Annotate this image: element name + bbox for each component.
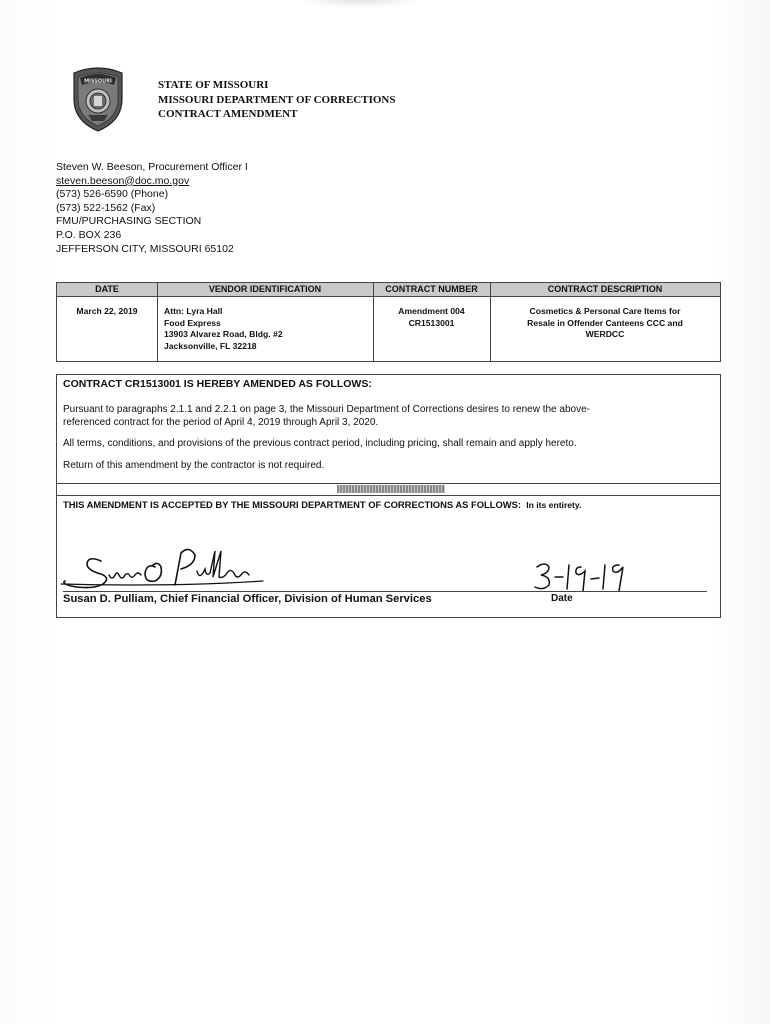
handwritten-date-image [529,557,639,593]
amendment-title: CONTRACT CR1513001 IS HEREBY AMENDED AS FOLLOWS: [63,378,372,390]
missouri-doc-seal-icon [68,65,128,133]
paragraph-line: referenced contract for the period of April 4, 2019 through April 3, 2020. [63,416,379,428]
amendment-paragraph-terms: All terms, conditions, and provisions of the previous contract period, including pricing, shall remain and apply hereto. [63,438,577,449]
contact-fax: (573) 522-1562 (Fax) [56,201,156,214]
description-line: WERDCC [585,329,625,339]
cell-contract-number [373,306,490,329]
contact-section: FMU/PURCHASING SECTION [56,215,202,228]
contact-block [56,161,248,256]
svg-text:MISSOURI: MISSOURI [84,78,112,85]
header-contract-number: CONTRACT NUMBER [385,284,478,294]
acceptance-text: THIS AMENDMENT IS ACCEPTED BY THE MISSOURI DEPARTMENT OF CORRECTIONS AS FOLLOWS: [63,499,521,510]
signer-name: Susan D. Pulliam, Chief Financial Officer, Division of Human Services [63,593,432,605]
contact-email-link[interactable]: steven.beeson@doc.mo.gov [56,174,190,187]
acceptance-statement [63,499,581,510]
header-date: DATE [95,284,119,294]
amendment-paragraph-return: Return of this amendment by the contractor is not required. [63,460,325,471]
section-divider [57,495,720,496]
description-line: Cosmetics & Personal Care Items for [529,306,681,316]
amendment-box [56,374,721,618]
contact-po-box: P.O. BOX 236 [56,228,122,241]
vendor-attn: Attn: Lyra Hall [164,306,223,316]
scan-shadow [300,0,420,8]
received-stamp [337,485,445,493]
cell-date: March 22, 2019 [76,306,138,316]
contract-table [56,282,721,362]
cell-description [490,306,720,341]
amendment-paragraph-renewal [63,404,590,429]
header-description: CONTRACT DESCRIPTION [547,284,663,294]
cell-vendor [164,306,283,352]
heading-doc-type: CONTRACT AMENDMENT [158,108,298,120]
acceptance-scope: In its entirety. [526,500,582,510]
date-label: Date [551,593,573,604]
amendment-number: Amendment 004 [398,306,465,316]
paragraph-line: Pursuant to paragraphs 2.1.1 and 2.2.1 on page 3, the Missouri Department of Corrections desires to renew the above- [63,404,590,415]
header-vendor: VENDOR IDENTIFICATION [208,284,322,294]
date-line [537,591,707,592]
heading-state: STATE OF MISSOURI [158,79,269,91]
document-heading [158,78,395,122]
contact-phone: (573) 526-6590 (Phone) [56,188,169,201]
heading-department: MISSOURI DEPARTMENT OF CORRECTIONS [158,93,396,106]
contact-name: Steven W. Beeson, Procurement Officer I [56,161,248,173]
vendor-name: Food Express [164,317,221,328]
description-line: Resale in Offender Canteens CCC and [527,317,683,328]
vendor-address: 13903 Alvarez Road, Bldg. #2 [164,329,283,339]
contract-id: CR1513001 [408,317,455,328]
column-divider [157,283,158,361]
signature-image [57,541,287,593]
contact-city: JEFFERSON CITY, MISSOURI 65102 [56,242,234,255]
section-divider [57,483,720,484]
signature-line [63,591,543,592]
vendor-city: Jacksonville, FL 32218 [164,340,257,351]
